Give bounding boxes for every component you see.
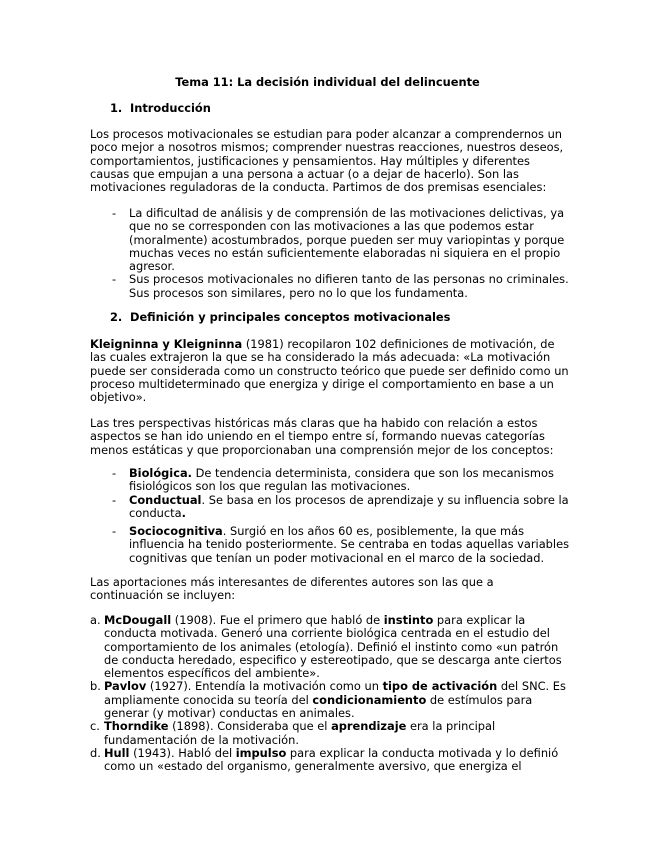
document-title: Tema 11: La decisión individual del delincuente — [175, 75, 480, 89]
list-item: - Biológica. De tendencia determinista, considera que son los mecanismos fisiológicos son los que regulan las motivaciones. — [90, 467, 570, 494]
list-item: b. Pavlov (1927). Entendía la motivación como un tipo de activación del SNC. Es ampliamente conocida su teoría del condicionamiento de estímulos para generar (y motivar) conductas en animales. — [90, 679, 566, 721]
list-item: - Sociocognitiva. Surgió en los años 60 es, posiblemente, la que más influencia ha tenido posteriormente. Se centraba en todas aquellas variables cognitivas que tenían un poder motivacional en el marco de la sociedad. — [90, 525, 570, 565]
premises-list — [90, 207, 570, 300]
list-item: - Conductual. Se basa en los procesos de aprendizaje y su influencia sobre la conducta. — [90, 494, 570, 521]
section-title: Introducción — [130, 101, 211, 115]
list-item: a. McDougall (1908). Fue el primero que habló de instinto para explicar la conducta motivada. Generó una corriente biológica centrada en el estudio del comportamiento de los animales (etología). Definió el instinto como «un patrón de conducta heredado, especifico y estereotipado, que se descarga ante ciertos elementos específicos del ambiente». — [90, 613, 562, 681]
authors-intro-paragraph: Las aportaciones más interesantes de diferentes autores son las que a continuación se incluyen: — [90, 575, 494, 603]
section-number: 1. — [110, 101, 123, 115]
definition-paragraph: Kleigninna y Kleigninna (1981) recopilaron 102 definiciones de motivación, de las cuales extrajeron la que se ha considerado la más adecuada: «La motivación puede ser considerada como un constructo teórico que puede ser definido como un proceso multideterminado que energiza y dirige el comportamiento en base a un objetivo». — [90, 337, 569, 405]
section-title: Definición y principales conceptos motivacionales — [130, 310, 451, 324]
perspectives-intro-paragraph: Las tres perspectivas históricas más claras que ha habido con relación a estos aspectos se han ido uniendo en el tiempo entre sí, formando nuevas categorías menos estáticas y que proporcionaban una comprensión mejor de los conceptos: — [90, 416, 554, 457]
list-item: c. Thorndike (1898). Consideraba que el aprendizaje era la principal fundamentación de la motivación. — [90, 719, 496, 747]
section-heading-introduccion — [110, 102, 590, 115]
intro-paragraph: Los procesos motivacionales se estudian para poder alcanzar a comprendernos un poco mejor a nosotros mismos; comprender nuestras reacciones, nuestros deseos, comportamientos, justificaciones y pensamientos. Hay múltiples y diferentes causas que empujan a una persona a actuar (o a dejar de hacerlo). Son las motivaciones reguladoras de la conducta. Partimos de dos premisas esenciales: — [90, 127, 564, 195]
list-item: - La dificultad de análisis y de comprensión de las motivaciones delictivas, ya que no se corresponden con las motivaciones a las que podemos estar (moralmente) acostumbrados, porque pueden ser muy variopintas y porque muchas veces no están suficientemente elaboradas ni siquiera en el propio agresor. — [90, 207, 570, 273]
list-item: - Sus procesos motivacionales no difieren tanto de las personas no criminales. Sus procesos son similares, pero no lo que los fundamenta. — [90, 273, 570, 300]
section-number: 2. — [110, 310, 123, 324]
perspectives-list — [90, 467, 570, 565]
authors-kleigninna: Kleigninna y Kleigninna — [90, 337, 243, 351]
list-item: d. Hull (1943). Habló del impulso para explicar la conducta motivada y lo definió como un «estado del organismo, generalmente aversivo, que energiza el — [90, 745, 559, 774]
authors-list — [90, 614, 570, 774]
section-heading-definicion — [110, 311, 590, 324]
